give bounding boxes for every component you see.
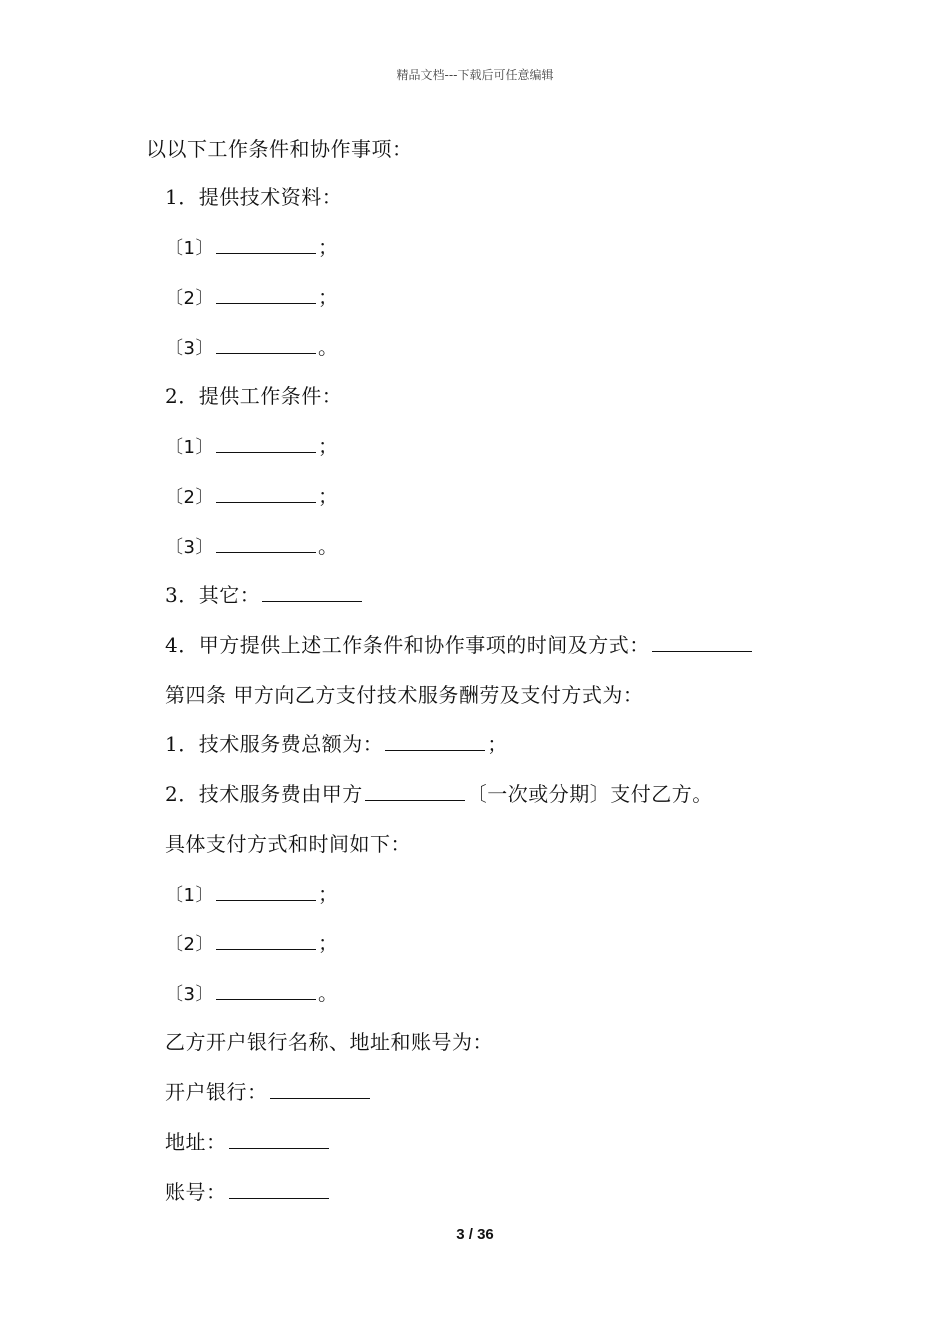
blank-field[interactable] — [216, 933, 316, 950]
item-number: 〔1〕 — [165, 437, 214, 458]
line-text: 具体支付方式和时间如下： — [165, 832, 411, 856]
page-header: 精品文档---下载后可任意编辑 — [396, 68, 554, 82]
line-text: 账号： — [165, 1180, 227, 1204]
item-punct: 。 — [317, 981, 339, 1005]
line-text: 以以下工作条件和协作事项： — [146, 137, 413, 161]
line-text: 乙方开户银行名称、地址和账号为： — [165, 1030, 493, 1054]
item-punct: ； — [317, 285, 339, 309]
item-punct: 。 — [317, 335, 339, 359]
section-1-item-3 — [165, 335, 338, 361]
section-2-heading — [165, 384, 342, 408]
line-text: 第四条 甲方向乙方支付技术服务酬劳及支付方式为： — [165, 683, 644, 707]
line-text: 开户银行： — [165, 1080, 268, 1104]
payment-detail-item-2 — [165, 931, 338, 957]
line-text: 1．提供技术资料： — [165, 185, 343, 209]
section-4-timing — [165, 633, 754, 657]
item-number: 〔2〕 — [165, 934, 214, 955]
item-punct: ； — [317, 931, 339, 955]
section-2-item-3 — [165, 534, 338, 560]
line-text: 地址： — [165, 1130, 227, 1154]
item-number: 〔2〕 — [165, 487, 214, 508]
section-2-item-1 — [165, 434, 338, 460]
section-1-heading — [165, 185, 342, 209]
section-1-item-1 — [165, 235, 338, 261]
blank-field[interactable] — [216, 486, 316, 503]
blank-field[interactable] — [216, 884, 316, 901]
line-text-after: 〔一次或分期〕支付乙方。 — [466, 782, 713, 806]
blank-field[interactable] — [262, 585, 362, 602]
blank-field[interactable] — [216, 237, 316, 254]
item-punct: ； — [487, 732, 508, 756]
item-number: 〔3〕 — [165, 984, 214, 1005]
item-punct: ； — [317, 484, 339, 508]
item-number: 〔1〕 — [165, 238, 214, 259]
section-1-item-2 — [165, 285, 338, 311]
blank-field[interactable] — [385, 734, 485, 751]
blank-field[interactable] — [216, 436, 316, 453]
line-text: 2．提供工作条件： — [165, 384, 343, 408]
payment-method — [165, 782, 713, 806]
payment-detail-heading — [165, 832, 411, 856]
section-3-other — [165, 583, 364, 607]
payment-detail-item-1 — [165, 882, 338, 908]
payment-total — [165, 732, 508, 756]
bank-address — [165, 1130, 331, 1154]
blank-field[interactable] — [270, 1082, 370, 1099]
blank-field[interactable] — [229, 1132, 329, 1149]
item-number: 〔2〕 — [165, 288, 214, 309]
line-text: 1．技术服务费总额为： — [165, 732, 384, 756]
item-number: 〔3〕 — [165, 537, 214, 558]
item-punct: ； — [317, 235, 339, 259]
blank-field[interactable] — [216, 337, 316, 354]
line-text: 3．其它： — [165, 583, 261, 607]
section-2-item-2 — [165, 484, 338, 510]
bank-info-heading — [165, 1030, 493, 1054]
bank-account — [165, 1180, 331, 1204]
item-punct: 。 — [317, 534, 339, 558]
item-punct: ； — [317, 434, 339, 458]
line-text: 4．甲方提供上述工作条件和协作事项的时间及方式： — [165, 633, 650, 657]
blank-field[interactable] — [229, 1182, 329, 1199]
payment-detail-item-3 — [165, 981, 338, 1007]
page-number: 3 / 36 — [456, 1226, 494, 1243]
item-punct: ； — [317, 882, 339, 906]
item-number: 〔1〕 — [165, 885, 214, 906]
blank-field[interactable] — [216, 983, 316, 1000]
bank-name — [165, 1080, 372, 1104]
article-4-heading — [165, 683, 643, 707]
blank-field[interactable] — [652, 635, 752, 652]
blank-field[interactable] — [216, 287, 316, 304]
item-number: 〔3〕 — [165, 338, 214, 359]
blank-field[interactable] — [216, 536, 316, 553]
blank-field[interactable] — [365, 784, 465, 801]
intro-line — [146, 137, 413, 161]
line-text: 2．技术服务费由甲方 — [165, 782, 363, 806]
